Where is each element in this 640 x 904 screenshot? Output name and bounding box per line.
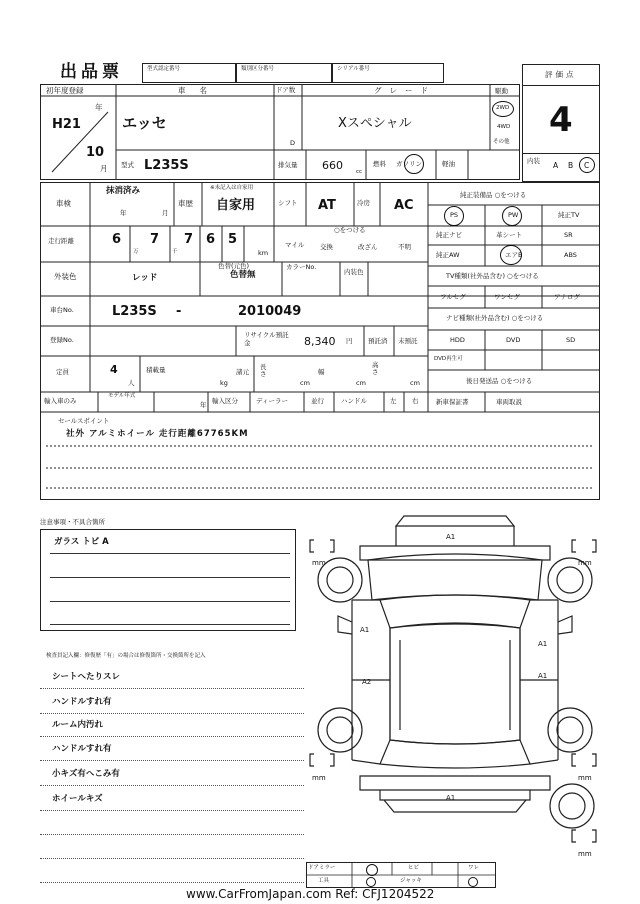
navi-hdd: HDD xyxy=(450,336,465,344)
inspector-line-2: ハンドルすれ有 xyxy=(52,697,112,707)
svg-text:mm: mm xyxy=(312,559,326,567)
height-label: 高さ xyxy=(372,361,379,377)
tv-analog: アナログ xyxy=(554,293,580,301)
first-reg-year-unit: 年 xyxy=(95,103,103,112)
doors-label: ドア数 xyxy=(276,86,296,94)
damage-left-front: A1 xyxy=(360,626,370,634)
capacity-unit: 人 xyxy=(128,379,135,387)
dvd-playback: DVD再生可 xyxy=(434,356,463,362)
legend-jack-circle xyxy=(468,877,478,887)
length-cm: cm xyxy=(300,379,310,387)
svg-text:mm: mm xyxy=(312,774,326,782)
color-label: 外装色 xyxy=(54,272,77,281)
equip-abs: ABS xyxy=(564,251,577,259)
svg-text:mm: mm xyxy=(578,559,592,567)
equip-sr: SR xyxy=(564,231,573,239)
mileage-digit-3: 7 xyxy=(184,232,194,247)
history-value: 自家用 xyxy=(216,198,256,213)
inspector-line-3: ルーム内汚れ xyxy=(52,720,104,730)
inspector-label: 検査員記入欄：修復歴「有」の場合は修復箇所・交換箇所を記入 xyxy=(46,653,206,659)
ac-label: 冷房 xyxy=(357,199,370,207)
displacement-unit: cc xyxy=(356,169,363,175)
genuine-title: 純正装備品 ○をつける xyxy=(460,191,527,199)
sales-point-text: 社外 アルミホイール 走行距離67765KM xyxy=(66,429,249,439)
car-grade: Xスペシャル xyxy=(338,116,412,131)
damage-left-rear: A2 xyxy=(362,678,372,686)
drive-4wd: 4WD xyxy=(497,124,511,130)
ac-value: AC xyxy=(394,198,414,213)
after-manual: 車両取説 xyxy=(496,398,522,406)
car-name-label: 車名 xyxy=(178,86,221,95)
legend-mirror: ドアミラー xyxy=(308,865,336,871)
capacity-value: 4 xyxy=(110,363,118,376)
fuel-diesel: 軽油 xyxy=(442,160,455,168)
repaint-value: 色替無 xyxy=(230,270,256,280)
caution-line-1: ガラス トビ A xyxy=(54,537,109,547)
interior-color-label: 内装色 xyxy=(344,268,364,276)
chassis-label: 車台No. xyxy=(50,306,74,314)
grade-score-value: 4 xyxy=(549,100,573,140)
tv-oneseg: ワンセグ xyxy=(494,293,520,301)
history-label: 車歴 xyxy=(178,199,193,208)
legend-break: ワレ xyxy=(468,865,480,871)
equip-ps: PS xyxy=(450,211,459,219)
tv-title: TV種類(社外品含む) ○をつける xyxy=(446,272,539,280)
first-reg-month-unit: 月 xyxy=(100,164,108,173)
mileage-man: 万 xyxy=(133,249,139,255)
import-dealer: ディーラー xyxy=(256,397,288,405)
inspection-month: 月 xyxy=(162,209,169,217)
category-label: 類別区分番号 xyxy=(241,66,275,72)
doors-d: D xyxy=(290,139,296,147)
displacement-value: 660 xyxy=(322,159,343,172)
import-label: 輸入車のみ xyxy=(44,397,77,405)
after-warranty: 新車保証書 xyxy=(436,398,469,406)
chassis-dash: - xyxy=(176,304,182,319)
mileage-sen: 千 xyxy=(172,249,178,255)
load-unit: kg xyxy=(220,379,228,387)
mileage-km: km xyxy=(258,249,269,257)
legend-tools-circle xyxy=(366,877,376,887)
mileage-digit-1: 6 xyxy=(112,232,122,247)
meter-circle-note: ○をつける xyxy=(334,226,366,234)
navi-sd: SD xyxy=(566,336,576,344)
color-value: レッド xyxy=(132,273,158,283)
interior-b: B xyxy=(568,161,574,170)
dims-label: 諸元 xyxy=(236,368,249,376)
equip-navi: 純正ナビ xyxy=(436,231,462,239)
first-reg-year: H21 xyxy=(52,117,81,132)
length-label: 長さ xyxy=(260,363,267,379)
interior-label: 内装 xyxy=(527,157,540,165)
watermark: www.CarFromJapan.com Ref: CFJ1204522 xyxy=(186,887,435,901)
equip-pw: PW xyxy=(508,211,519,219)
legend-mirror-circle xyxy=(366,864,378,876)
damage-right-rear: A1 xyxy=(538,672,548,680)
serial-label: シリアル番号 xyxy=(337,66,370,72)
navi-dvd: DVD xyxy=(506,336,521,344)
history-note: ※未記入は自家用 xyxy=(210,185,254,191)
model-value: L235S xyxy=(144,158,189,173)
damage-rear-bumper: A1 xyxy=(446,794,456,802)
shift-label: シフト xyxy=(278,199,298,207)
capacity-label: 定員 xyxy=(56,368,69,376)
model-year-label: モデル年式 xyxy=(108,393,136,399)
fuel-label: 燃料 xyxy=(373,160,386,168)
inspection-year: 年 xyxy=(120,209,127,217)
displacement-label: 排気量 xyxy=(278,161,298,169)
after-title: 後日発送品 ○をつける xyxy=(466,377,533,385)
width-label: 幅 xyxy=(318,368,325,376)
color-no-label: カラーNo. xyxy=(286,263,317,271)
damage-front-bumper: A1 xyxy=(446,533,456,541)
model-year-unit: 年 xyxy=(200,401,207,409)
type-cert-label: 型式認定番号 xyxy=(147,66,181,72)
handle-left: 左 xyxy=(390,397,397,405)
equip-aw: 純正AW xyxy=(436,251,460,259)
import-class-label: 輸入区分 xyxy=(212,397,238,405)
mileage-digit-4: 6 xyxy=(206,232,216,247)
grade-score-label: 評価点 xyxy=(545,70,577,79)
drive-label: 駆動 xyxy=(495,87,508,95)
mileage-digit-5: 5 xyxy=(228,232,238,247)
svg-text:mm: mm xyxy=(578,774,592,782)
load-label: 積載量 xyxy=(146,366,166,374)
recycle-unpaid: 未預託 xyxy=(398,337,418,345)
meter-modified: 改ざん xyxy=(358,243,378,251)
car-name: エッセ xyxy=(122,114,167,132)
recycle-unit: 円 xyxy=(346,337,353,345)
first-reg-month: 10 xyxy=(86,145,105,160)
mileage-digit-2: 7 xyxy=(150,232,160,247)
grade-label: グレード xyxy=(374,86,436,95)
width-cm: cm xyxy=(356,379,366,387)
meter-unknown: 不明 xyxy=(398,243,411,251)
tv-fullseg: フルセグ xyxy=(440,293,466,301)
shift-value: AT xyxy=(318,198,336,213)
recycle-paid: 預託済 xyxy=(368,337,388,345)
fuel-gasoline: ガソリン xyxy=(396,160,422,168)
sales-point-label: セールスポイント xyxy=(58,417,110,425)
first-reg-label: 初年度登録 xyxy=(46,86,84,95)
navi-title: ナビ種類(社外品含む) ○をつける xyxy=(446,314,544,322)
reg-no-label: 登録No. xyxy=(50,336,74,344)
equip-airbag: エアB xyxy=(505,251,523,259)
inspection-value: 抹消済み xyxy=(106,186,141,196)
handle-label: ハンドル xyxy=(341,397,367,405)
meter-exchange: 交換 xyxy=(320,243,333,251)
handle-right: 右 xyxy=(412,397,419,405)
form-title: 出品票 xyxy=(60,62,123,82)
equip-tv: 純正TV xyxy=(558,211,580,219)
meter-mile: マイル xyxy=(285,241,305,249)
damage-right-front: A1 xyxy=(538,640,548,648)
recycle-label: リサイクル預託金 xyxy=(244,331,289,348)
repaint-label: 色替(元色) xyxy=(218,262,250,270)
inspector-line-6: ホイールキズ xyxy=(52,794,103,804)
inspector-line-5: 小キズ有へこみ有 xyxy=(52,769,120,779)
chassis-prefix: L235S xyxy=(112,304,157,319)
legend-crack: ヒビ xyxy=(408,865,420,871)
recycle-value: 8,340 xyxy=(304,335,336,348)
height-cm: cm xyxy=(410,379,420,387)
interior-a: A xyxy=(553,161,559,170)
model-label: 型式 xyxy=(121,161,134,169)
equip-leather: 革シート xyxy=(496,231,522,239)
svg-text:mm: mm xyxy=(578,850,592,858)
inspection-label: 車検 xyxy=(56,199,71,208)
inspector-line-1: シートへたりスレ xyxy=(52,672,121,682)
inspector-line-4: ハンドルすれ有 xyxy=(52,744,112,754)
legend-jack: ジャッキ xyxy=(400,878,422,884)
caution-label: 注意事項・不具合箇所 xyxy=(40,518,105,526)
interior-c: C xyxy=(584,161,590,170)
drive-2wd: 2WD xyxy=(496,105,510,111)
import-parallel: 並行 xyxy=(311,397,324,405)
drive-other: その他 xyxy=(493,139,510,145)
legend-tools: 工具 xyxy=(318,878,330,884)
mileage-label: 走行距離 xyxy=(48,237,74,245)
chassis-number: 2010049 xyxy=(238,304,302,319)
